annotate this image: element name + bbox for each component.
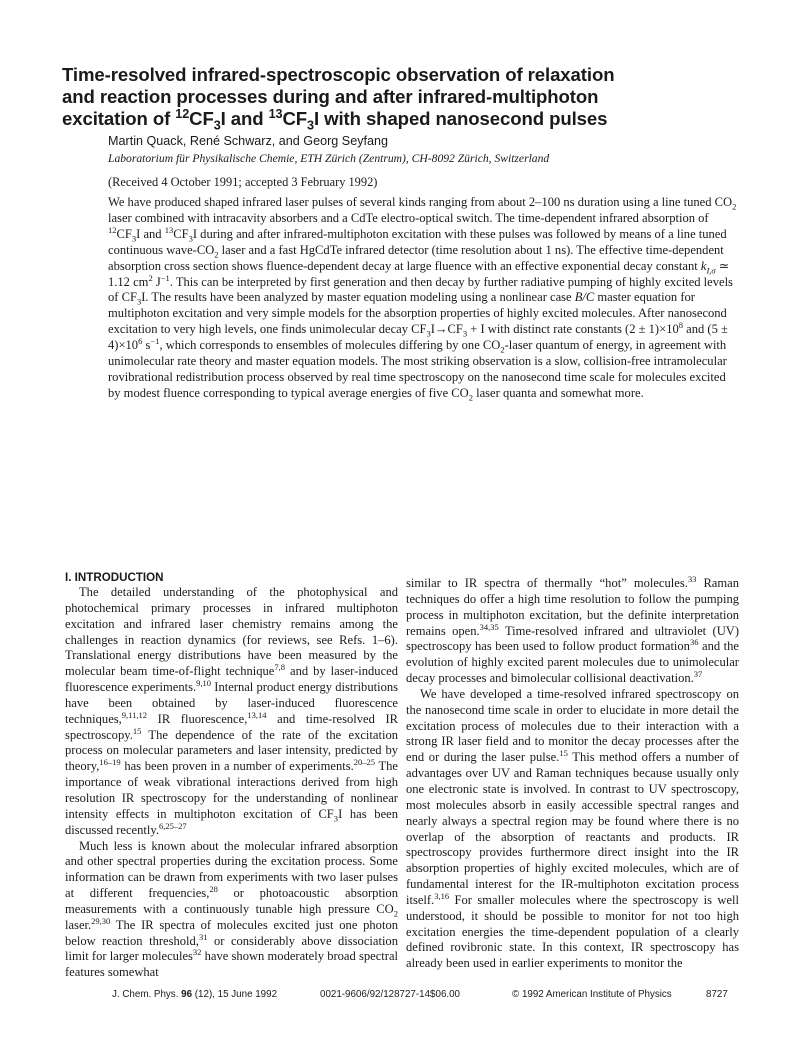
intro-paragraph-2: Much less is known about the molecular infrared absorption and other spectral properties during the excitation process. Some information can be drawn from experiments with two laser pulses at different frequencies,$^{28}$ or photoacoustic absorption measurements with a continuously tunable high pressure $CO_2$ laser.$^{29,30}$ The IR spectra of molecules excited just one photon below reaction threshold,$^{31}$ or considerably above dissociation limit for larger molecules$^{32}$ have shown moderately broad spectral features somewhat xyxy=(65,838,399,980)
received-date: (Received 4 October 1991; accepted 3 February 1992) xyxy=(108,175,378,189)
abstract: We have produced shaped infrared laser pulses of several kinds ranging from about 2–100 ns duration using a line tuned $CO_2$ laser combined with intracavity absorbers and a CdTe electro-optical switch. The time-dependent infrared absorption of $^{12}CF_3I$ and $^{13}CF_3I$ during and after infrared-multiphoton excitation with these pulses was followed by means of a line tuned continuous wave-$CO_2$ laser and a fast HgCdTe infrared detector (time resolution about 1 ns). The effective time-dependent absorption cross section shows fluence-dependent decay at large fluence with an effective exponential decay constant $k_{I,\sigma}$ ≃ 1.12 $cm^2$ $J^{-1}$. This can be interpreted by first generation and then decay by further radiative pumping of highly excited levels of $CF_3I$. The results have been analyzed by master equation modeling using a nonlinear case B/C master equation for multiphoton excitation and very simple models for the absorption properties of highly excited molecules. After nanosecond excitation to very high levels, one finds unimolecular decay $CF_3I\to CF_3 + I$ with distinct rate constants $(2 \pm 1)\times 10^8$ and $(5 \pm 4)\times 10^6$ $s^{-1}$, which corresponds to ensembles of molecules differing by one $CO_2$-laser quantum of energy, in agreement with unimolecular rate theory and master equation models. The most striking observation is a slow, collision-free intramolecular rovibrational redistribution process observed by real time spectroscopy on the nanosecond time scale for molecules excited by modest fluence corresponding to typical average energies of five $CO_2$ laser quanta and somewhat more. xyxy=(108,195,737,403)
affiliation: Laboratorium für Physikalische Chemie, ETH Zürich (Zentrum), CH-8092 Zürich, Switzerland xyxy=(108,152,550,165)
intro-paragraph-3: similar to IR spectra of thermally “hot” molecules.$^{33}$ Raman techniques do offer a high time resolution to follow the pumping process in multiphoton excitation, but the definite interpretation remains open.$^{34,35}$ Time-resolved infrared and ultraviolet (UV) spectroscopy has been used to follow product formation$^{36}$ and the evolution of highly excited parent molecules due to unimolecular decay processes and bimolecular collisional deactivation.$^{37}$ xyxy=(406,573,739,686)
left-column xyxy=(65,571,398,981)
article-title xyxy=(62,64,752,133)
footer-journal-citation: J. Chem. Phys. 96 (12), 15 June 1992 xyxy=(112,989,278,1000)
right-column xyxy=(406,573,739,972)
footer-article-code: 0021-9606/92/128727-14$06.00 xyxy=(320,989,461,1000)
footer-copyright: © 1992 American Institute of Physics xyxy=(512,989,672,1000)
author-list: Martin Quack, René Schwarz, and Georg Seyfang xyxy=(108,134,389,148)
section-heading-introduction: I. INTRODUCTION xyxy=(65,571,164,584)
title-line-3: excitation of $^{12}CF_3I$ and $^{13}CF_3I$ with shaped nanosecond pulses xyxy=(62,106,608,133)
title-line-2: and reaction processes during and after infrared-multiphoton xyxy=(62,86,599,107)
footer-page-number: 8727 xyxy=(706,989,728,1000)
title-line-1: Time-resolved infrared-spectroscopic observation of relaxation xyxy=(62,64,615,85)
intro-paragraph-4: We have developed a time-resolved infrared spectroscopy on the nanosecond time scale in order to elucidate in more detail the excitation process of molecules due to their interaction with a strong IR laser field and to monitor the decay processes after the end or during the laser pulse.$^{15}$ This method offers a number of advantages over UV and Raman techniques because usually only one electronic state is involved. In contrast to UV spectroscopy, most molecules absorb in easily accessible spectral ranges and nearly always a spectral region may be found where there is no overlap of the absorption of reactants and products. IR spectroscopy provides furthermore direct insight into the IR absorption properties of highly excited molecules, which are of fundamental interest for the IR-multiphoton excitation process itself.$^{3,16}$ For smaller molecules where the spectroscopy is well understood, it should be possible to monitor for not too high excitation energies the time-dependent population of a clearly defined rovibronic state. In this context, IR spectroscopy has already been used in earlier experiments to monitor the xyxy=(406,686,739,971)
intro-paragraph-1: The detailed understanding of the photophysical and photochemical primary processes in infrared multiphoton excitation and infrared laser chemistry remains among the challenges in reaction dynamics (for reviews, see Refs. 1–6). Translational energy distributions have been measured by the molecular beam time-of-flight technique$^{7,8}$ and by laser-induced fluorescence experiments.$^{9,10}$ Internal product energy distributions have been obtained by laser-induced fluorescence techniques,$^{9,11,12}$ IR fluorescence,$^{13,14}$ and time-resolved IR spectroscopy.$^{15}$ The dependence of the rate of the excitation process on molecular parameters and laser intensity, predicted by theory,$^{16-19}$ has been proven in a number of experiments.$^{20-25}$ The importance of weak vibrational interactions derived from high resolution IR spectroscopy for the understanding of nonlinear intensity effects in multiphoton excitation of $CF_3I$ has been discussed recently.$^{6,25-27}$ xyxy=(65,585,399,837)
